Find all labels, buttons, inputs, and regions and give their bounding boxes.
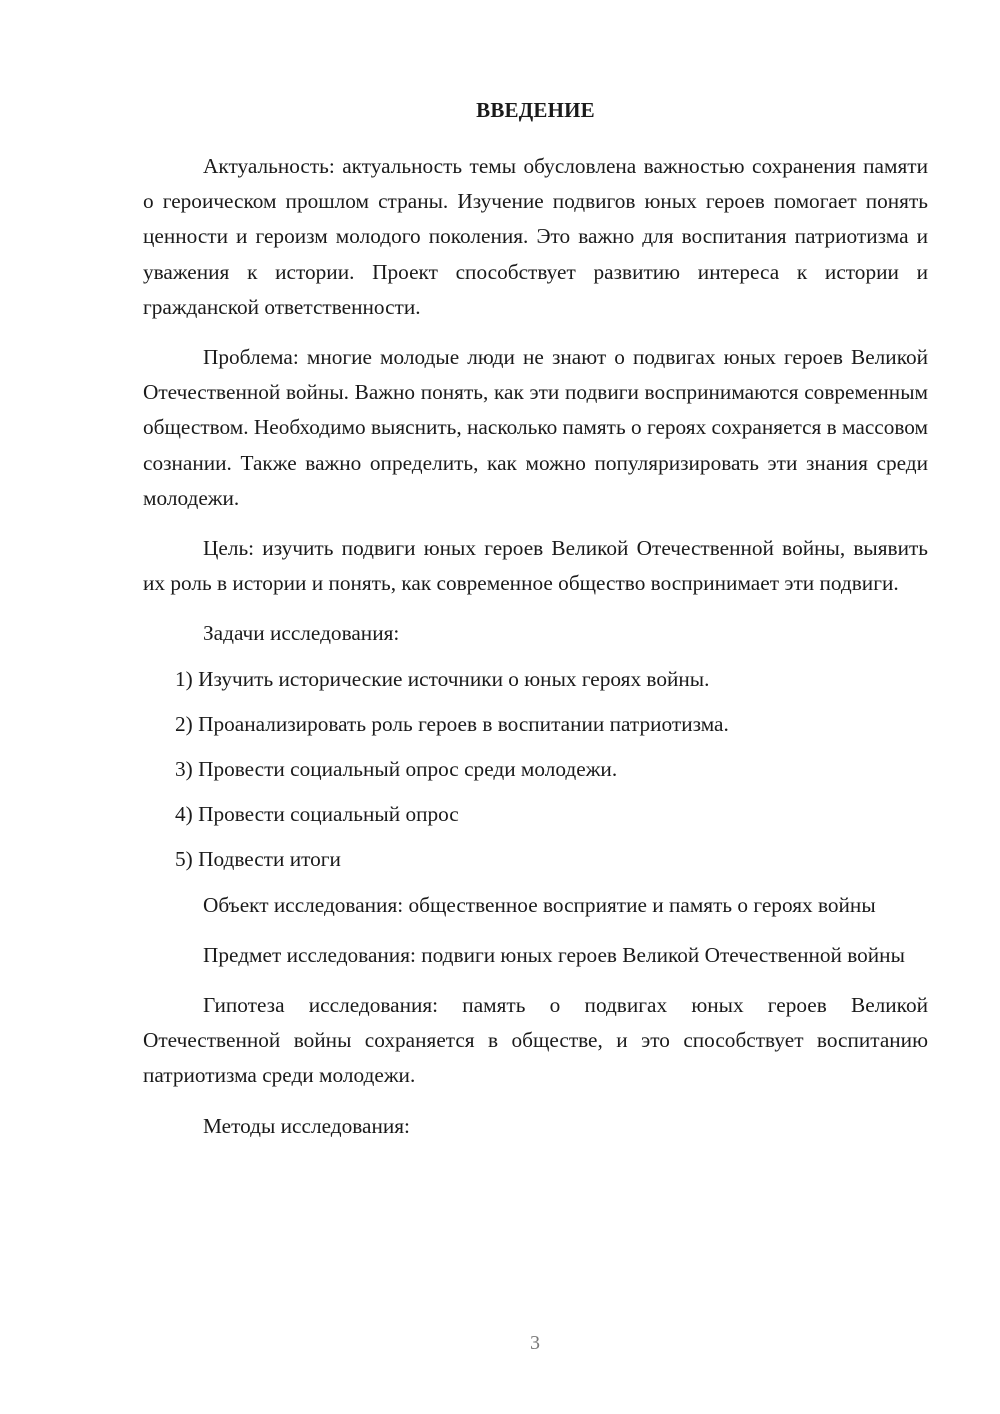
methods-heading: Методы исследования: xyxy=(203,1113,410,1138)
tasks-heading: Задачи исследования: xyxy=(203,621,400,646)
subject-paragraph: Предмет исследования: подвиги юных героев Великой Отечественной войны xyxy=(203,942,905,967)
hypothesis-paragraph: Гипотеза исследования: память о подвигах юных героев Великой Отечественной войны сохраняется в обществе, и это способствует воспитанию патриотизма среди молодежи. xyxy=(143,993,928,1088)
page-title: ВВЕДЕНИЕ xyxy=(476,98,595,122)
problem-paragraph: Проблема: многие молодые люди не знают о подвигах юных героев Великой Отечественной войны. Важно понять, как эти подвиги воспринимаются современным обществом. Необходимо выяснить, насколько память о героях сохраняется в массовом сознании. Также важно определить, как можно популяризировать эти знания среди молодежи. xyxy=(143,345,929,510)
page-number: 3 xyxy=(530,1332,540,1354)
object-paragraph: Объект исследования: общественное восприятие и память о героях войны xyxy=(203,892,876,917)
task-item: 2) Проанализировать роль героев в воспитании патриотизма. xyxy=(175,711,729,736)
page-content xyxy=(143,95,928,1159)
goal-paragraph: Цель: изучить подвиги юных героев Великой Отечественной войны, выявить их роль в истории и понять, как современное общество воспринимает эти подвиги. xyxy=(143,536,928,596)
tasks-list xyxy=(143,662,928,878)
task-item: 1) Изучить исторические источники о юных героях войны. xyxy=(175,666,710,691)
task-item: 3) Провести социальный опрос среди молодежи. xyxy=(175,757,618,782)
relevance-paragraph: Актуальность: актуальность темы обусловлена важностью сохранения памяти о героическом прошлом страны. Изучение подвигов юных героев помогает понять ценности и героизм молодого поколения. Это важно для воспитания патриотизма и уважения к истории. Проект способствует развитию интереса к истории и гражданской ответственности. xyxy=(143,154,928,319)
task-item: 5) Подвести итоги xyxy=(175,847,341,872)
task-item: 4) Провести социальный опрос xyxy=(175,802,459,827)
